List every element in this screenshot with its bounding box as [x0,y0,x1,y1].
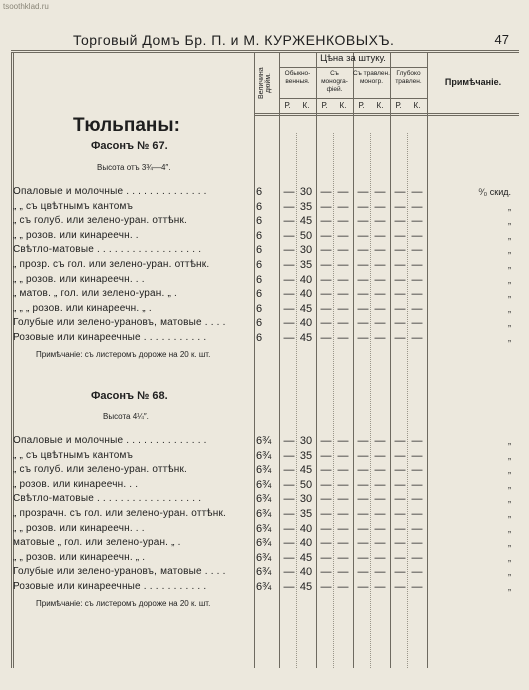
table-row [11,536,519,550]
item-size: 6¾ [256,435,272,447]
item-note: ⁰⁄₀ скид. [478,187,511,197]
table-row [11,478,519,492]
item-size: 6¾ [256,464,272,477]
price-dash: — [357,551,369,564]
price-rub: — [283,273,295,286]
price-dash: — [411,302,423,315]
table-row [11,258,519,272]
price-dash: — [374,478,386,491]
item-size: 6¾ [256,566,272,579]
price-dash: — [337,273,349,286]
item-name: „ „ розов. или кинареечн. . . [13,273,145,285]
col-header-monogram: Съ монogra- фiей. [321,70,348,93]
rk-label: Р. [358,101,365,110]
price-dash: — [394,244,406,257]
price-kop: 45 [299,464,313,477]
table-row [11,302,519,316]
item-note: „ [508,582,511,592]
price-dash: — [337,478,349,491]
item-size: 6¾ [256,449,272,462]
price-kop: 45 [299,332,313,344]
price-dash: — [337,449,349,462]
price-dash: — [357,215,369,228]
section-67-height: Высота отъ 3¾—4″. [97,163,171,172]
price-dash: — [337,332,349,344]
page-header-title: Торговый Домъ Бр. П. и М. КУРЖЕНКОВЫХЪ. [73,32,395,48]
item-note: „ [508,274,511,285]
price-dash: — [374,566,386,579]
table-row [11,273,519,287]
price-dash: — [374,332,386,344]
price-dash: — [411,566,423,579]
price-dash: — [337,302,349,315]
item-size: 6 [256,302,263,315]
watermark: tsoothklad.ru [3,2,49,11]
item-size: 6 [256,273,263,286]
price-dash: — [374,200,386,213]
col-header-plain: Обыкно- венныя. [284,70,311,85]
item-note: „ [508,479,511,490]
item-note: „ [508,450,511,461]
price-rub: — [283,493,295,506]
price-dash: — [411,581,423,593]
price-dash: — [374,317,386,330]
item-name: „ „ розов. или кинареечн. . . [13,522,145,534]
item-size: 6 [256,259,263,271]
price-dash: — [394,302,406,315]
price-dash: — [357,449,369,462]
item-note: „ [508,201,511,212]
price-dash: — [357,581,369,593]
price-dash: — [394,288,406,301]
price-dash: — [337,566,349,579]
price-rub: — [283,478,295,491]
price-dash: — [411,200,423,213]
price-dash: — [394,493,406,506]
item-size: 6¾ [256,537,272,550]
price-dash: — [337,581,349,593]
item-size: 6 [256,288,263,301]
price-dash: — [320,508,332,520]
price-dash: — [357,186,369,198]
item-name: „ „ съ цвѣтнымъ кантомъ [13,449,134,461]
price-dash: — [337,551,349,564]
price-dash: — [374,449,386,462]
table-row [11,214,519,228]
section-68-remark: Примѣчанiе: съ листеромъ дороже на 20 к. шт. [36,599,211,608]
price-rub: — [283,537,295,550]
price-kop: 45 [299,302,313,315]
price-kop: 45 [299,215,313,228]
price-dash: — [374,186,386,198]
price-dash: — [357,435,369,447]
price-dash: — [337,522,349,535]
section-68-title: Фасонъ № 68. [91,390,168,402]
price-rub: — [283,244,295,257]
item-size: 6¾ [256,508,272,520]
price-group-rule [279,67,427,68]
item-name: Розовые или кинареечные . . . . . . . . . . . [13,581,207,592]
price-dash: — [394,537,406,550]
price-dash: — [374,551,386,564]
table-row [11,507,519,521]
page-number: 47 [494,32,509,47]
item-name: „ съ голуб. или зелено-уран. оттѣнк. [13,215,188,227]
price-kop: 30 [299,493,313,506]
item-name: Голубые или зелено-урановъ, матовые . . . . [13,566,226,578]
price-kop: 40 [299,288,313,301]
item-name: „ прозрачн. съ гол. или зелено-уран. оттѣнк. [13,508,226,519]
price-dash: — [320,551,332,564]
table-row [11,243,519,257]
rk-label: Р. [284,101,291,110]
price-kop: 30 [299,186,313,198]
item-name: Опаловые и молочные . . . . . . . . . . . . . . [13,435,207,446]
price-dash: — [374,581,386,593]
price-kop: 30 [299,244,313,257]
price-dash: — [337,259,349,271]
price-dash: — [357,200,369,213]
price-rub: — [283,186,295,198]
item-note: „ [508,230,511,241]
price-dash: — [394,273,406,286]
item-name: Свѣтло-матовые . . . . . . . . . . . . . . . . . . [13,244,202,256]
price-dash: — [411,464,423,477]
price-dash: — [394,478,406,491]
item-name: Свѣтло-матовые . . . . . . . . . . . . . . . . . . [13,493,202,505]
price-dash: — [394,332,406,344]
price-dash: — [337,435,349,447]
table-row [11,331,519,345]
section-67-remark: Примѣчанiе: съ листеромъ дороже на 20 к. шт. [36,350,211,359]
price-dash: — [374,435,386,447]
price-dash: — [394,186,406,198]
item-name: Розовые или кинареечные . . . . . . . . . . . [13,332,207,343]
col-header-deep-etched: Глубоко травлен. [395,70,422,85]
item-size: 6¾ [256,581,272,593]
price-dash: — [374,508,386,520]
table-row [11,449,519,463]
price-dash: — [411,478,423,491]
price-rub: — [283,435,295,447]
price-dash: — [320,537,332,550]
price-dash: — [374,273,386,286]
rk-rule [279,98,427,99]
price-dash: — [374,302,386,315]
item-note: „ [508,216,511,227]
table-row [11,580,519,594]
price-dash: — [374,464,386,477]
price-dash: — [357,508,369,520]
price-kop: 40 [299,317,313,330]
item-note: „ [508,523,511,534]
rk-label: К. [376,101,384,110]
price-rub: — [283,522,295,535]
table-row [11,200,519,214]
price-dash: — [411,522,423,535]
price-kop: 35 [299,259,313,271]
item-name: „ прозр. съ гол. или зелено-уран. оттѣнк. [13,259,210,270]
item-note: „ [508,260,511,270]
price-dash: — [357,464,369,477]
price-rub: — [283,581,295,593]
item-name: матовые „ гол. или зелено-уран. „ . [13,537,181,549]
item-note: „ [508,318,511,329]
price-dash: — [394,464,406,477]
item-note: „ [508,303,511,314]
price-kop: 40 [299,273,313,286]
item-name: Голубые или зелено-урановъ, матовые . . . . [13,317,226,329]
price-group-header: Цѣна за штуку. [320,53,386,64]
item-size: 6 [256,317,263,330]
price-dash: — [394,200,406,213]
price-dash: — [374,493,386,506]
item-name: „ съ голуб. или зелено-уран. оттѣнк. [13,464,188,476]
price-dash: — [320,229,332,242]
table-row [11,492,519,506]
item-name: „ розов. или кинареечн. . . [13,478,139,490]
item-size: 6 [256,229,263,242]
item-size: 6 [256,332,263,344]
item-note: „ [508,494,511,505]
price-dash: — [411,229,423,242]
price-dash: — [394,551,406,564]
price-rub: — [283,200,295,213]
size-col-header: Величина дюйм. [258,67,272,99]
item-size: 6 [256,215,263,228]
price-dash: — [337,537,349,550]
rk-label: К. [339,101,347,110]
col-header-etched-monogram: Съ травлен. моногр. [353,70,390,85]
item-size: 6 [256,200,263,213]
price-dash: — [394,259,406,271]
table-row [11,522,519,536]
head-bottom-rule [254,113,519,116]
price-dash: — [320,215,332,228]
item-note: „ [508,567,511,578]
price-dash: — [357,302,369,315]
price-dash: — [411,493,423,506]
price-rub: — [283,317,295,330]
table-row [11,463,519,477]
table-row [11,565,519,579]
price-dash: — [357,244,369,257]
price-rub: — [283,215,295,228]
price-dash: — [411,288,423,301]
catalog-page [11,23,519,668]
header-rule [11,50,519,53]
price-rub: — [283,302,295,315]
price-dash: — [337,288,349,301]
item-size: 6¾ [256,551,272,564]
price-dash: — [357,332,369,344]
price-kop: 40 [299,566,313,579]
item-note: „ [508,333,511,343]
price-rub: — [283,332,295,344]
price-dash: — [320,273,332,286]
price-dash: — [374,259,386,271]
price-dash: — [337,244,349,257]
price-dash: — [320,200,332,213]
price-kop: 50 [299,478,313,491]
price-dash: — [337,200,349,213]
price-dash: — [320,478,332,491]
price-dash: — [357,273,369,286]
price-dash: — [320,317,332,330]
price-dash: — [320,186,332,198]
price-rub: — [283,566,295,579]
price-dash: — [337,508,349,520]
price-dash: — [357,566,369,579]
price-dash: — [320,581,332,593]
table-row [11,316,519,330]
rk-label: Р. [321,101,328,110]
section-67-title: Фасонъ № 67. [91,140,168,152]
item-size: 6¾ [256,493,272,506]
price-dash: — [337,464,349,477]
table-row [11,434,519,448]
price-kop: 35 [299,449,313,462]
price-rub: — [283,508,295,520]
price-dash: — [320,464,332,477]
price-dash: — [411,435,423,447]
price-dash: — [411,186,423,198]
item-note: „ [508,465,511,476]
price-dash: — [411,215,423,228]
price-dash: — [394,581,406,593]
item-note: „ [508,436,511,446]
rk-label: Р. [395,101,402,110]
table-row [11,185,519,199]
price-dash: — [357,478,369,491]
item-note: „ [508,245,511,256]
price-dash: — [394,317,406,330]
table-row [11,287,519,301]
price-dash: — [357,522,369,535]
item-name: „ „ „ розов. или кинареечн. „ . [13,302,152,314]
price-dash: — [320,332,332,344]
price-rub: — [283,259,295,271]
price-kop: 35 [299,508,313,520]
price-dash: — [320,259,332,271]
price-kop: 30 [299,435,313,447]
price-rub: — [283,551,295,564]
price-kop: 45 [299,551,313,564]
price-dash: — [337,229,349,242]
price-dash: — [357,288,369,301]
price-dash: — [374,229,386,242]
item-size: 6¾ [256,478,272,491]
item-name: „ матов. „ гол. или зелено-уран. „ . [13,288,177,300]
price-dash: — [394,522,406,535]
price-dash: — [357,259,369,271]
price-dash: — [357,317,369,330]
price-dash: — [320,244,332,257]
item-note: „ [508,289,511,300]
price-dash: — [337,493,349,506]
price-dash: — [411,332,423,344]
price-dash: — [411,551,423,564]
price-dash: — [374,215,386,228]
price-kop: 40 [299,522,313,535]
price-dash: — [337,215,349,228]
price-dash: — [411,317,423,330]
table-row [11,229,519,243]
price-kop: 40 [299,537,313,550]
note-col-header: Примѣчанiе. [444,77,502,87]
price-dash: — [320,522,332,535]
price-dash: — [411,273,423,286]
price-dash: — [374,537,386,550]
section-68-height: Высота 4¼″. [103,412,149,421]
item-name: „ „ розов. или кинареечн. . [13,229,139,241]
price-dash: — [411,244,423,257]
price-dash: — [320,493,332,506]
price-dash: — [374,244,386,257]
price-dash: — [411,449,423,462]
page-title: Тюльпаны: [73,115,180,136]
price-dash: — [394,435,406,447]
item-note: „ [508,538,511,549]
price-dash: — [320,302,332,315]
item-name: „ „ розов. или кинареечн. „ . [13,551,146,563]
item-name: „ „ съ цвѣтнымъ кантомъ [13,200,134,212]
price-dash: — [320,566,332,579]
price-dash: — [320,435,332,447]
price-dash: — [411,259,423,271]
price-rub: — [283,288,295,301]
rk-label: К. [413,101,421,110]
price-dash: — [411,537,423,550]
price-kop: 50 [299,229,313,242]
price-dash: — [357,493,369,506]
price-kop: 45 [299,581,313,593]
price-kop: 35 [299,200,313,213]
price-dash: — [394,566,406,579]
item-size: 6 [256,186,263,198]
price-rub: — [283,449,295,462]
item-size: 6 [256,244,263,257]
item-note: „ [508,509,511,519]
price-dash: — [374,522,386,535]
price-dash: — [394,508,406,520]
price-dash: — [320,449,332,462]
price-dash: — [337,317,349,330]
price-dash: — [374,288,386,301]
rk-label: К. [302,101,310,110]
item-note: „ [508,552,511,563]
price-dash: — [394,215,406,228]
price-dash: — [357,229,369,242]
price-rub: — [283,229,295,242]
table-row [11,551,519,565]
price-rub: — [283,464,295,477]
price-dash: — [411,508,423,520]
price-dash: — [357,537,369,550]
price-dash: — [337,186,349,198]
item-size: 6¾ [256,522,272,535]
price-dash: — [394,449,406,462]
price-dash: — [320,288,332,301]
price-dash: — [394,229,406,242]
item-name: Опаловые и молочные . . . . . . . . . . . . . . [13,186,207,197]
